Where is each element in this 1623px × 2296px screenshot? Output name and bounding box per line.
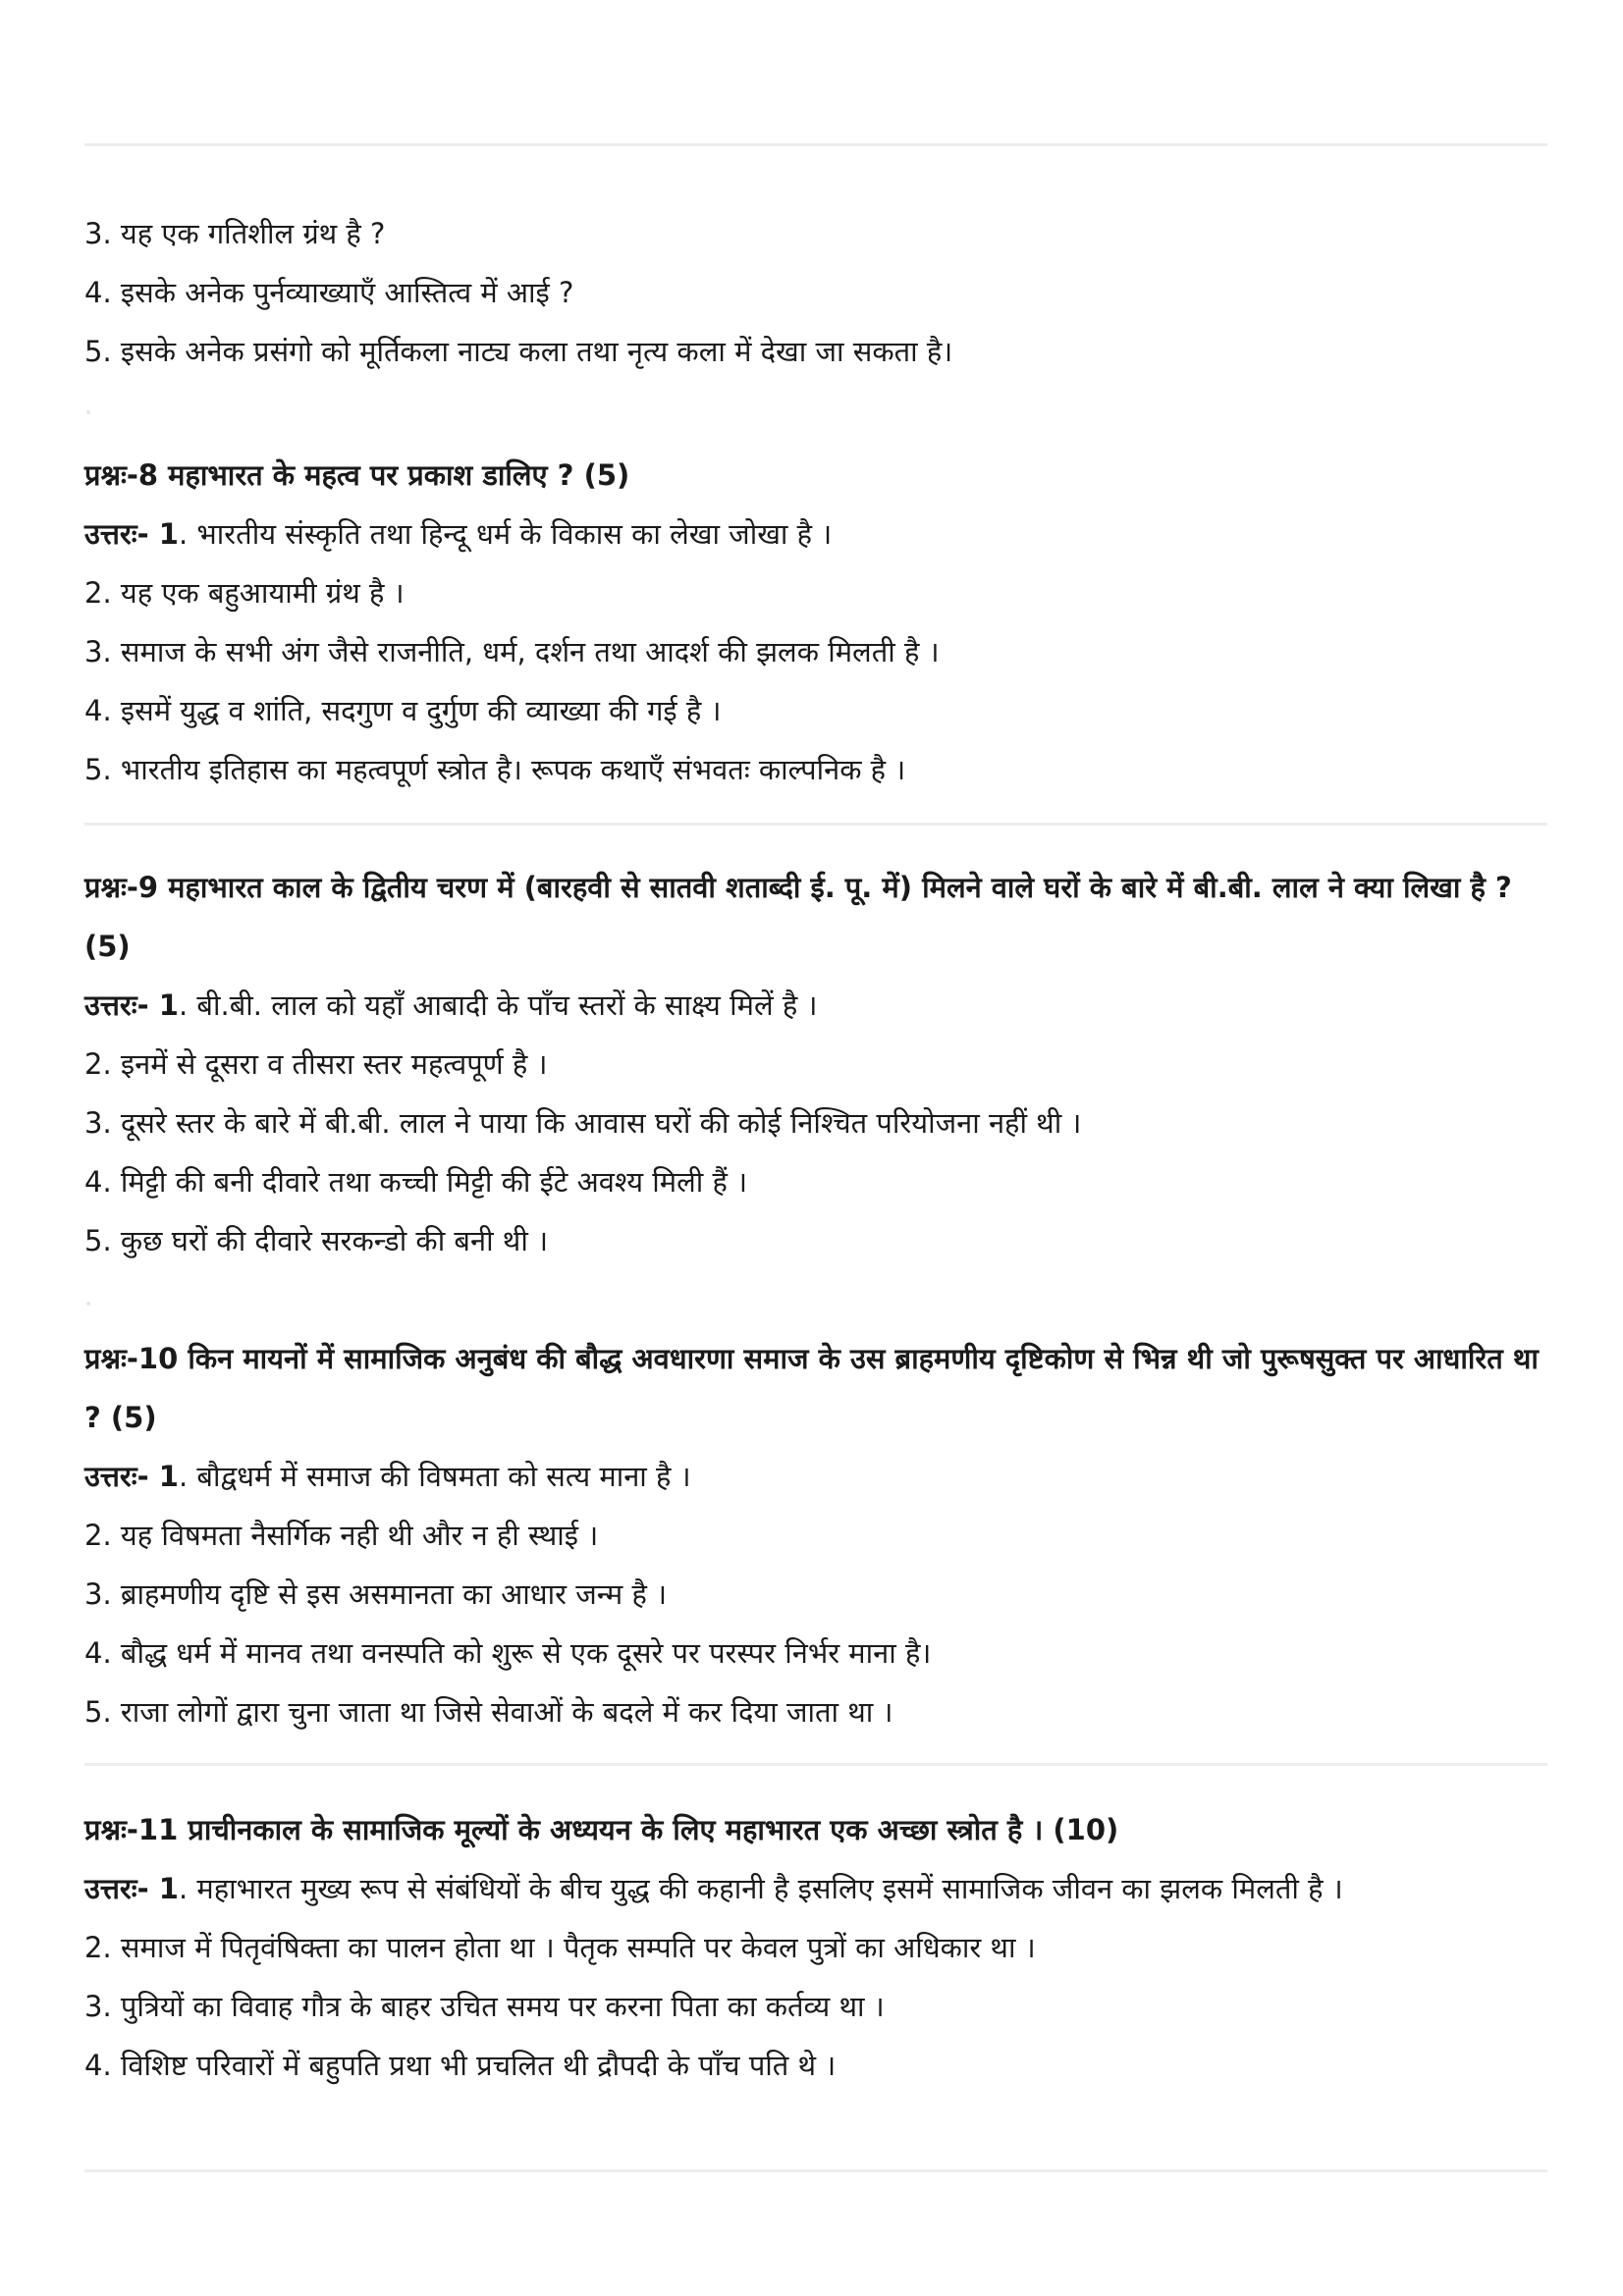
list-item: 3. दूसरे स्तर के बारे में बी.बी. लाल ने पाया कि आवास घरों की कोई निश्चित परियोजना नहीं थी ।: [84, 1106, 1082, 1140]
answer-text: . महाभारत मुख्य रूप से संबंधियों के बीच युद्ध की कहानी है इसलिए इसमें सामाजिक जीवन का झलक मिलती है ।: [178, 1872, 1343, 1905]
question-8-heading: प्रश्नः-8 महाभारत के महत्व पर प्रकाश डालिए ? (5): [84, 458, 630, 492]
list-item: 5. भारतीय इतिहास का महत्वपूर्ण स्त्रोत है। रूपक कथाएँ संभवतः काल्पनिक है ।: [84, 753, 906, 786]
list-item: 3. यह एक गतिशील ग्रंथ है ?: [84, 217, 386, 250]
top-divider: [84, 143, 1547, 146]
list-item: 2. समाज में पितृवंषिक्ता का पालन होता था । पैतृक सम्पति पर केवल पुत्रों का अधिकार था ।: [84, 1931, 1036, 1964]
continuation-block: [84, 204, 1557, 381]
question-11-block: [84, 1800, 1557, 2095]
answer-line: [84, 505, 1557, 563]
answer-label: उत्तरः- 1: [84, 517, 179, 551]
list-item: 3. समाज के सभी अंग जैसे राजनीति, धर्म, दर्शन तथा आदर्श की झलक मिलती है ।: [84, 635, 940, 668]
answer-text: . बी.बी. लाल को यहाँ आबादी के पाँच स्तरों के साक्ष्य मिलें है ।: [178, 988, 818, 1022]
question-9-heading: प्रश्नः-9 महाभारत काल के द्वितीय चरण में (बारहवी से सातवी शताब्दी ई. पू. में) मिलने वाले घरों के बारे में बी.बी. लाल ने क्या लिखा है ? (5): [84, 871, 1512, 963]
list-item: 5. इसके अनेक प्रसंगो को मूर्तिकला नाट्य कला तथा नृत्य कला में देखा जा सकता है।: [84, 335, 953, 368]
list-item: 4. बौद्ध धर्म में मानव तथा वनस्पति को शुरू से एक दूसरे पर परस्पर निर्भर माना है।: [84, 1636, 932, 1670]
answer-text: . बौद्वधर्म में समाज की विषमता को सत्य माना है ।: [178, 1460, 691, 1493]
question-9-block: [84, 858, 1557, 1270]
answer-text: . भारतीय संस्कृति तथा हिन्दू धर्म के विकास का लेखा जोखा है ।: [178, 517, 833, 551]
answer-line: [84, 1859, 1557, 1918]
list-item: 4. विशिष्ट परिवारों में बहुपति प्रथा भी प्रचलित थी द्रौपदी के पाँच पति थे ।: [84, 2049, 837, 2082]
question-11-heading: प्रश्नः-11 प्राचीनकाल के सामाजिक मूल्यों के अध्ययन के लिए महाभारत एक अच्छा स्त्रोत है । (10): [84, 1813, 1119, 1846]
question-10-block: [84, 1329, 1557, 1741]
question-8-block: [84, 446, 1557, 799]
answer-line: [84, 1447, 1557, 1506]
bottom-divider: [84, 2169, 1547, 2172]
question-10-heading: प्रश्नः-10 किन मायनों में सामाजिक अनुबंध की बौद्ध अवधारणा समाज के उस ब्राहमणीय दृष्टिकोण से भिन्न थी जो पुरूषसुक्त पर आधारित था ? (5): [84, 1342, 1539, 1434]
list-item: 4. इसके अनेक पुर्नव्याख्याएँ आस्तित्व में आई ?: [84, 276, 574, 309]
section-divider: [84, 823, 1547, 826]
list-item: 2. इनमें से दूसरा व तीसरा स्तर महत्वपूर्ण है ।: [84, 1047, 548, 1081]
list-item: 5. राजा लोगों द्वारा चुना जाता था जिसे सेवाओं के बदले में कर दिया जाता था ।: [84, 1695, 893, 1729]
list-item: 3. पुत्रियों का विवाह गौत्र के बाहर उचित समय पर करना पिता का कर्तव्य था ।: [84, 1990, 885, 2023]
list-item: 2. यह एक बहुआयामी ग्रंथ है ।: [84, 576, 405, 610]
separator-dot: [86, 1302, 90, 1306]
answer-line: [84, 976, 1557, 1035]
section-divider: [84, 1763, 1547, 1766]
answer-label: उत्तरः- 1: [84, 1460, 179, 1493]
separator-dot: [86, 410, 90, 414]
answer-label: उत्तरः- 1: [84, 988, 179, 1022]
list-item: 3. ब्राहमणीय दृष्टि से इस असमानता का आधार जन्म है ।: [84, 1577, 668, 1611]
list-item: 4. इसमें युद्ध व शांति, सदगुण व दुर्गुण की व्याख्या की गई है ।: [84, 694, 722, 727]
list-item: 5. कुछ घरों की दीवारे सरकन्डो की बनी थी ।: [84, 1224, 549, 1257]
list-item: 2. यह विषमता नैसर्गिक नही थी और न ही स्थाई ।: [84, 1519, 599, 1552]
list-item: 4. मिट्टी की बनी दीवारे तथा कच्ची मिट्टी की ईटे अवश्य मिली हैं ।: [84, 1165, 748, 1199]
answer-label: उत्तरः- 1: [84, 1872, 179, 1905]
